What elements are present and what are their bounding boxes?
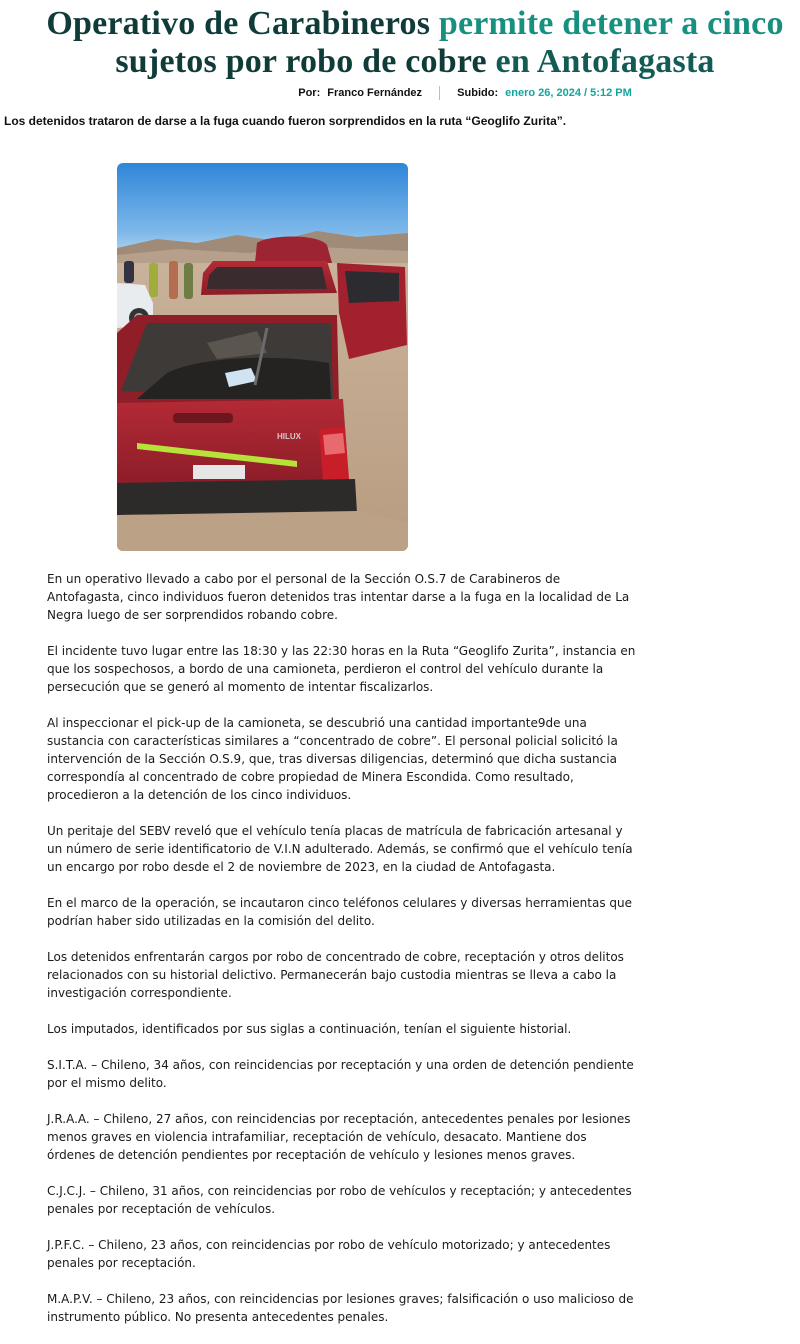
suspect-entry: J.P.F.C. – Chileno, 23 años, con reincidencias por robo de vehículo motorizado; y antecedentes penales por receptación.	[47, 1238, 611, 1270]
headline-part-3: sujetos por robo de cobre	[115, 43, 496, 80]
headline-part-1: Operativo de Carabineros	[46, 5, 439, 42]
suspect-entry: S.I.T.A. – Chileno, 34 años, con reincidencias por receptación y una orden de detención pendiente por el mismo delito.	[47, 1058, 634, 1090]
article-paragraph: En un operativo llevado a cabo por el personal de la Sección O.S.7 de Carabineros de Antofagasta, cinco individuos fueron detenidos tras intentar darse a la fuga en la localidad de La Negra luego de ser sorprendidos robando cobre.	[47, 572, 630, 622]
suspect-entry: J.R.A.A. – Chileno, 27 años, con reincidencias por receptación, antecedentes penales por lesiones menos graves en violencia intrafamiliar, receptación de vehículo, desacato. Mantiene dos órdenes de detención pendientes por receptación de vehículo y lesiones menos graves.	[47, 1112, 631, 1162]
article-headline	[20, 5, 800, 81]
meta-divider	[439, 86, 440, 100]
headline-part-2: permite detener a cinco	[438, 5, 784, 42]
article-paragraph: Los imputados, identificados por sus siglas a continuación, tenían el siguiente historial.	[47, 1022, 572, 1036]
article-photo[interactable]	[117, 163, 408, 551]
author-name[interactable]: Franco Fernández	[327, 86, 423, 99]
article-paragraph: Un peritaje del SEBV reveló que el vehículo tenía placas de matrícula de fabricación artesanal y un número de serie identificatorio de V.I.N adulterado. Además, se confirmó que el vehículo tenía un encargo por robo desde el 2 de noviembre de 2023, en la ciudad de Antofagasta.	[47, 824, 633, 874]
article-body	[47, 570, 637, 1344]
truck-photo-illustration	[117, 163, 408, 551]
article-paragraph: En el marco de la operación, se incautaron cinco teléfonos celulares y diversas herramientas que podrían haber sido utilizadas en la comisión del delito.	[47, 896, 632, 928]
published-label: Subido:	[457, 86, 499, 99]
truck-badge-label: HILUX	[277, 432, 301, 441]
suspect-entry: M.A.P.V. – Chileno, 23 años, con reincidencias por lesiones graves; falsificación o uso malicioso de instrumento público. No presenta antecedentes penales.	[47, 1292, 634, 1324]
published-date: enero 26, 2024 / 5:12 PM	[505, 86, 632, 99]
author-label: Por:	[298, 86, 321, 99]
article-paragraph: Los detenidos enfrentarán cargos por robo de concentrado de cobre, receptación y otros delitos relacionados con su historial delictivo. Permanecerán bajo custodia mientras se lleva a cabo la investigación correspondiente.	[47, 950, 624, 1000]
article-paragraph: El incidente tuvo lugar entre las 18:30 y las 22:30 horas en la Ruta “Geoglifo Zurita”, instancia en que los sospechosos, a bordo de una camioneta, perdieron el control del vehículo durante la persecución que se generó al momento de intentar fiscalizarlos.	[47, 644, 636, 694]
article-lead: Los detenidos trataron de darse a la fuga cuando fueron sorprendidos en la ruta “Geoglifo Zurita”.	[4, 114, 567, 128]
suspect-entry: C.J.C.J. – Chileno, 31 años, con reincidencias por robo de vehículos y receptación; y antecedentes penales por receptación de vehículos.	[47, 1184, 632, 1216]
headline-part-4: en Antofagasta	[495, 43, 715, 80]
article-meta	[0, 86, 800, 100]
article-paragraph: Al inspeccionar el pick-up de la camioneta, se descubrió una cantidad importante9de una sustancia con características similares a “concentrado de cobre”. El personal policial solicitó la intervención de la Sección O.S.9, que, tras diversas diligencias, determinó que dicha sustancia correspondía al concentrado de cobre propiedad de Minera Escondida. Como resultado, procedieron a la detención de los cinco individuos.	[47, 716, 618, 802]
